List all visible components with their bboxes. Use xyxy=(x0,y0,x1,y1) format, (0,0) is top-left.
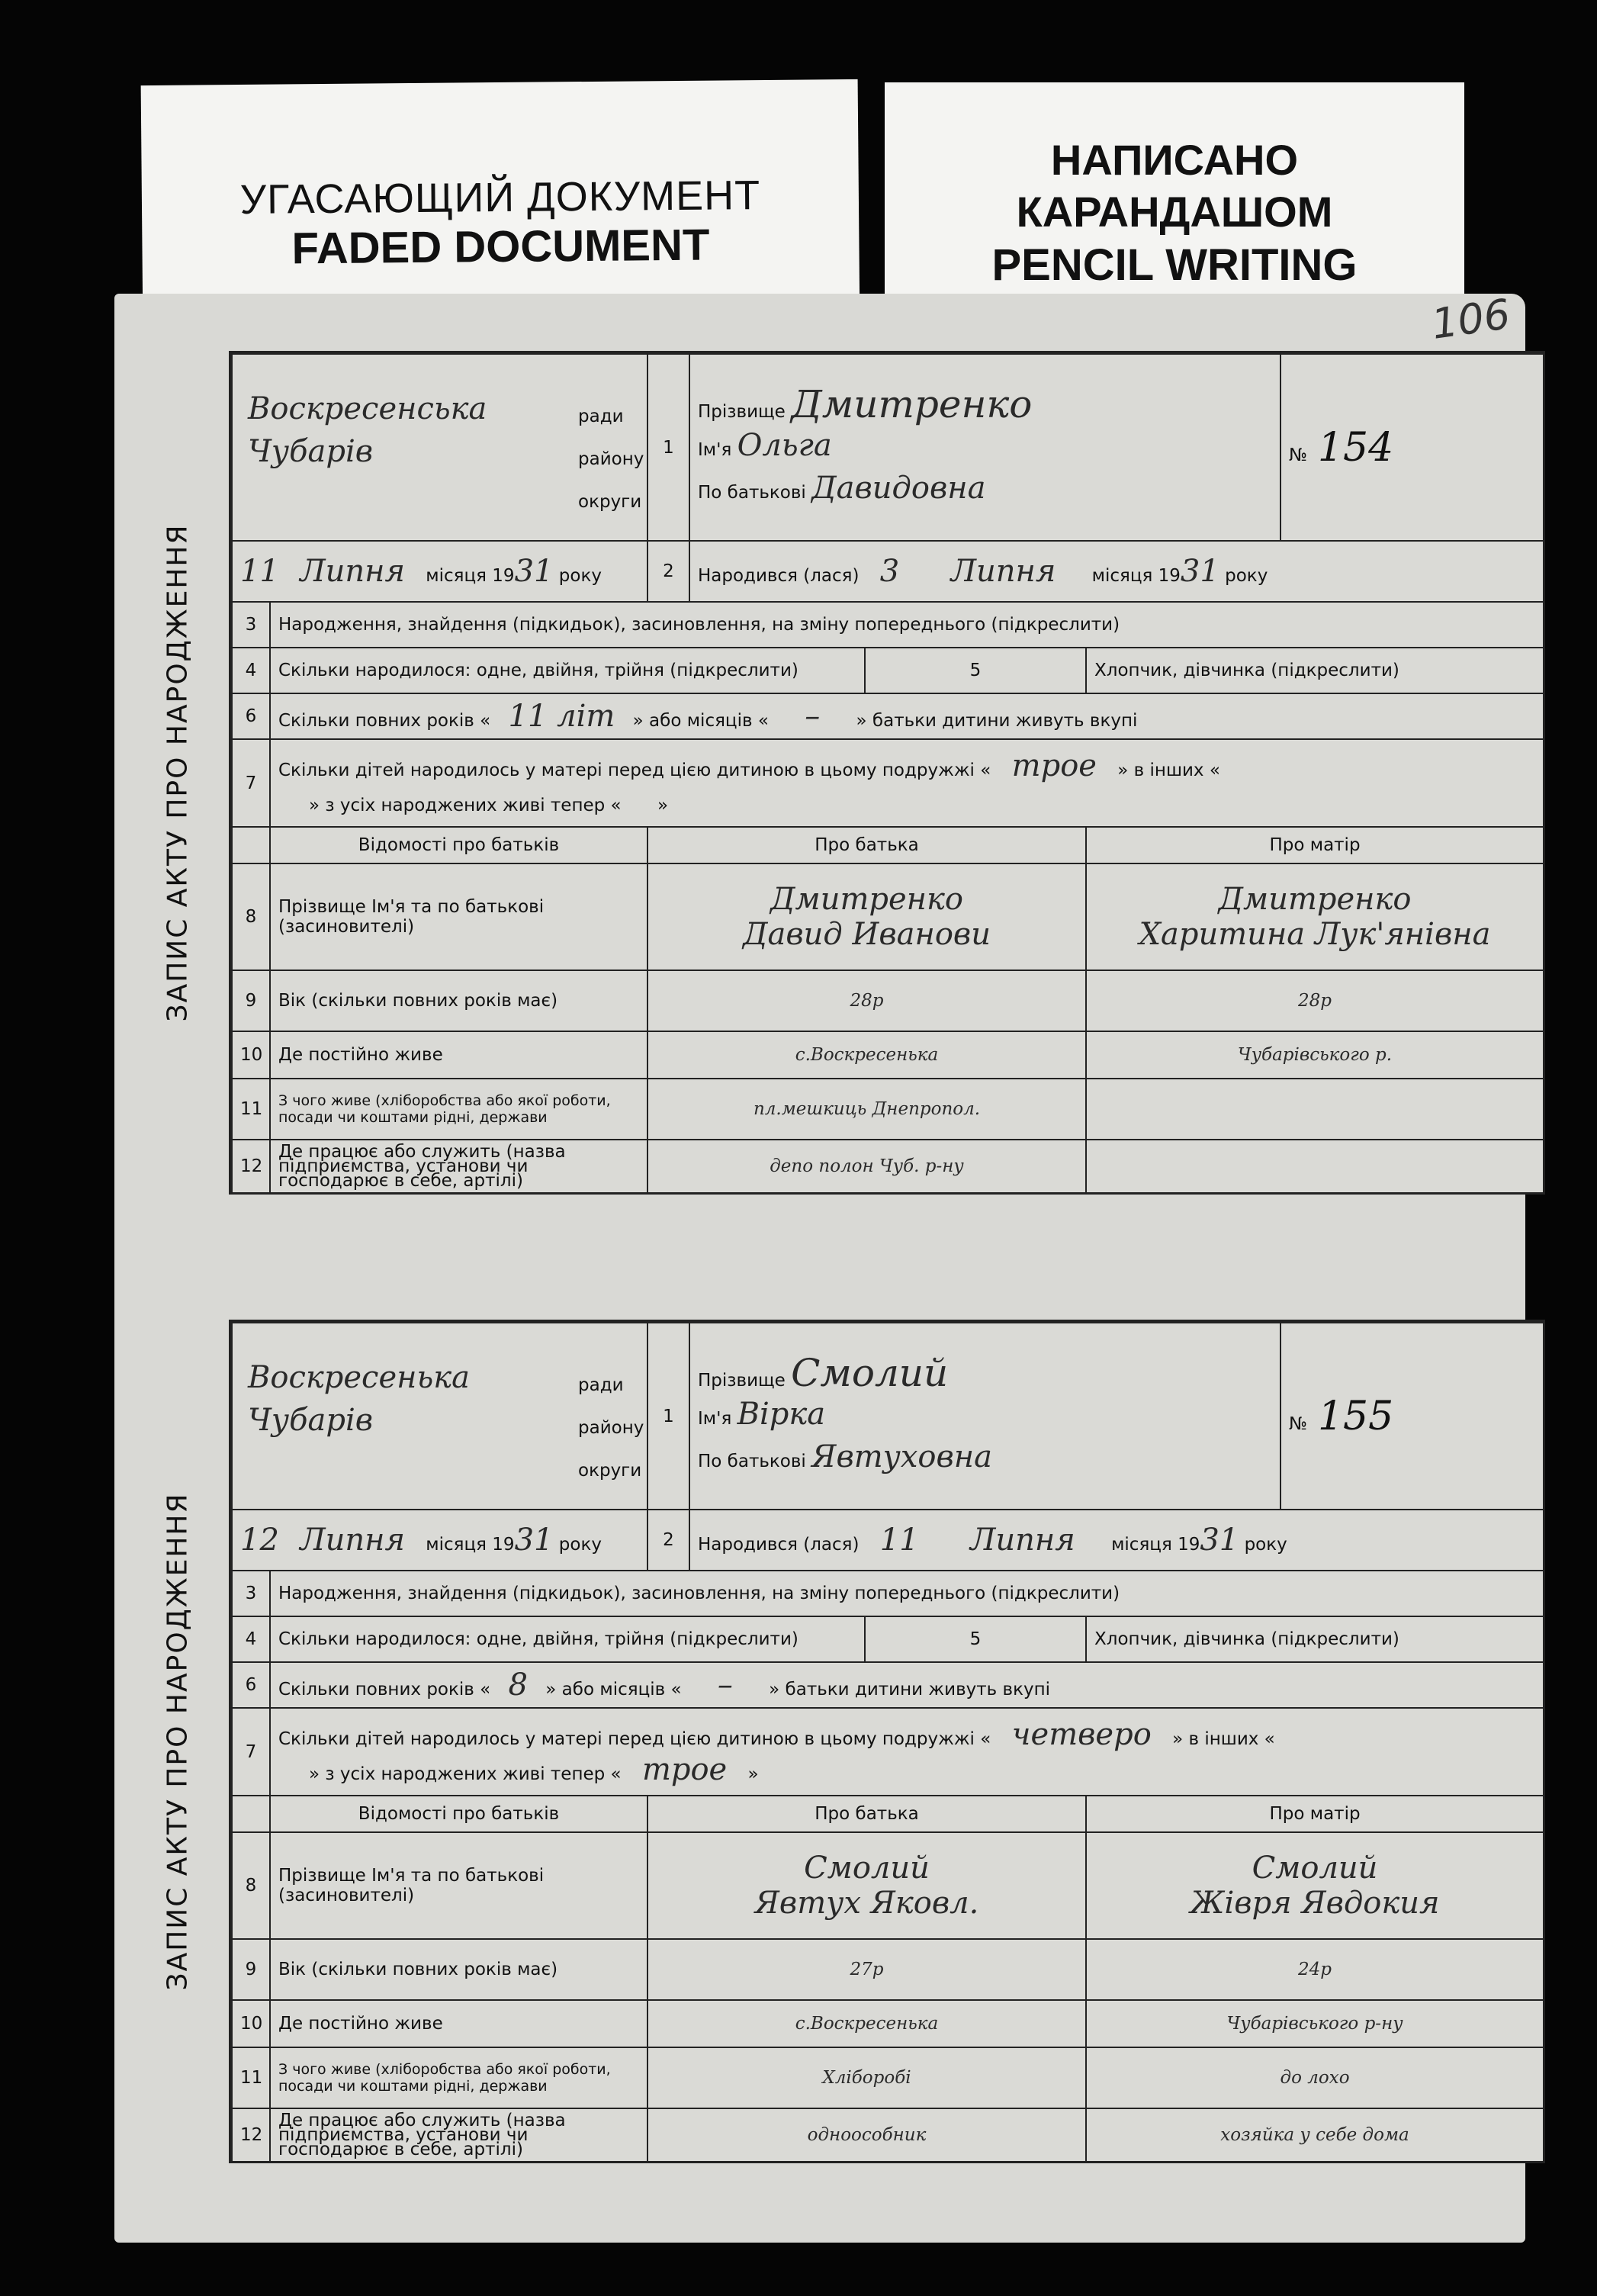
mother-livelihood xyxy=(1086,1079,1544,1140)
reg-year: 31 xyxy=(514,554,554,589)
row-7-label-b: » в інших « xyxy=(1172,1728,1275,1749)
faded-label-ru: УГАСАЮЩИЙ ДОКУМЕНТ xyxy=(239,172,761,223)
row-7-label-c: » з усіх народжених живі тепер « xyxy=(309,1764,622,1784)
row-4-text: Скільки народилося: одне, двійня, трійня (підкреслити) xyxy=(270,648,865,693)
birth-date xyxy=(689,541,1544,602)
row-number: 8 xyxy=(232,1832,270,1939)
name-label: Ім'я xyxy=(698,1408,732,1429)
father-age: 28р xyxy=(647,970,1086,1031)
number-label: № xyxy=(1289,445,1307,465)
raion-value: Чубарів xyxy=(248,433,374,469)
row-6 xyxy=(270,693,1544,739)
father-livelihood: Хліборобі xyxy=(647,2047,1086,2108)
patronymic-value: Явтуховна xyxy=(811,1439,992,1474)
birth-month: Липня xyxy=(970,1523,1075,1558)
raion-label: району xyxy=(578,1417,644,1438)
months-together: – xyxy=(805,699,821,734)
name-value: Вірка xyxy=(737,1396,826,1432)
pencil-writing-label xyxy=(885,82,1464,326)
reg-month: Липня xyxy=(300,1523,405,1558)
row-8-text: Прізвище Ім'я та по батькові (засиновителі) xyxy=(270,863,647,970)
row-10-text: Де постійно живе xyxy=(270,2000,647,2047)
row-4-text: Скільки народилося: одне, двійня, трійня (підкреслити) xyxy=(270,1616,865,1662)
mother-header: Про матір xyxy=(1086,827,1544,863)
months-together: – xyxy=(717,1667,733,1703)
side-title-text: ЗАПИС АКТУ ПРО НАРОДЖЕННЯ xyxy=(162,523,194,1022)
father-name: Явтух Яковл. xyxy=(754,1886,979,1921)
row-number: 5 xyxy=(865,1616,1086,1662)
name-cell xyxy=(689,1323,1280,1510)
row-3-text: Народження, знайдення (підкидьок), засиновлення, на зміну попереднього (підкреслити) xyxy=(270,602,1544,648)
rada-value: Воскресенська xyxy=(248,391,487,426)
row-number: 2 xyxy=(647,541,689,602)
row-7: Скільки дітей народилось у матері перед цією дитиною в цьому подружжі « четверо » в інших « » з усіх народжених живі тепер « трое » xyxy=(270,1708,1544,1796)
patronymic-label: По батькові xyxy=(698,1451,806,1471)
years-together: 11 літ xyxy=(508,699,615,734)
number-label: № xyxy=(1289,1413,1307,1434)
row-number: 3 xyxy=(232,1571,270,1616)
surname-label: Прізвище xyxy=(698,401,786,422)
row-11-text: З чого живе (хліборобства або якої роботи, посади чи коштами рідні, держави xyxy=(270,2047,647,2108)
row-number: 12 xyxy=(232,1140,270,1193)
surname-value: Смолий xyxy=(791,1350,949,1395)
birth-year: 31 xyxy=(1200,1523,1239,1558)
mother-work: хозяйка у себе дома xyxy=(1086,2108,1544,2162)
father-header: Про батька xyxy=(647,1796,1086,1832)
row-9-text: Вік (скільки повних років має) xyxy=(270,970,647,1031)
row-6-label-c: » батьки дитини живуть вкупі xyxy=(856,711,1138,731)
reg-year: 31 xyxy=(514,1523,554,1558)
mother-residence: Чубарівського р-ну xyxy=(1086,2000,1544,2047)
side-title xyxy=(140,353,216,1192)
month-label: місяця 19 xyxy=(426,1535,515,1555)
side-title-text: ЗАПИС АКТУ ПРО НАРОДЖЕННЯ xyxy=(162,1492,194,1991)
row-number: 11 xyxy=(232,2047,270,2108)
name-value: Ольга xyxy=(737,427,832,463)
row-6-label-b: » або місяців « xyxy=(545,1680,682,1699)
registration-date xyxy=(232,541,647,602)
place-cell xyxy=(232,1323,647,1510)
mother-header: Про матір xyxy=(1086,1796,1544,1832)
row-number: 12 xyxy=(232,2108,270,2162)
row-7: Скільки дітей народилось у матері перед цією дитиною в цьому подружжі « трое » в інших « » з усіх народжених живі тепер « » xyxy=(270,739,1544,827)
month-label: місяця 19 xyxy=(1091,566,1181,586)
surname-label: Прізвище xyxy=(698,1370,786,1391)
faded-document-label xyxy=(141,79,860,330)
pencil-label-en: PENCIL WRITING xyxy=(991,240,1358,290)
row-number: 9 xyxy=(232,970,270,1031)
registration-date xyxy=(232,1510,647,1571)
document-page xyxy=(114,290,1525,2243)
father-livelihood: пл.мешкиць Днепропол. xyxy=(647,1079,1086,1140)
father-age: 27р xyxy=(647,1939,1086,2000)
row-number: 6 xyxy=(232,693,270,739)
father-name-cell xyxy=(647,863,1086,970)
year-label: року xyxy=(558,1535,602,1555)
row-7-label-b: » в інших « xyxy=(1117,760,1220,780)
parents-info-header: Відомості про батьків xyxy=(270,1796,647,1832)
birth-day: 3 xyxy=(879,554,900,589)
surname-value: Дмитренко xyxy=(791,381,1033,426)
patronymic-label: По батькові xyxy=(698,482,806,503)
father-surname: Смолий xyxy=(804,1851,930,1886)
birth-year: 31 xyxy=(1180,554,1219,589)
row-5-text: Хлопчик, дівчинка (підкреслити) xyxy=(1086,1616,1544,1662)
father-header: Про батька xyxy=(647,827,1086,863)
row-number: 1 xyxy=(647,354,689,541)
row-6 xyxy=(270,1662,1544,1708)
okrug-label: округи xyxy=(578,1460,642,1481)
father-name-cell xyxy=(647,1832,1086,1939)
row-number: 7 xyxy=(232,1708,270,1796)
register-number-cell xyxy=(1280,354,1544,541)
reg-day: 12 xyxy=(240,1523,279,1558)
record-form xyxy=(231,353,1544,1194)
rada-label: ради xyxy=(578,406,624,426)
father-name: Давид Иванови xyxy=(743,917,991,952)
page-number: 106 xyxy=(1428,290,1513,349)
children-alive: трое xyxy=(641,1751,728,1787)
row-number: 8 xyxy=(232,863,270,970)
father-work: депо полон Чуб. р-ну xyxy=(647,1140,1086,1193)
row-8-text: Прізвище Ім'я та по батькові (засиновителі) xyxy=(270,1832,647,1939)
row-number: 7 xyxy=(232,739,270,827)
birth-record xyxy=(162,1320,1545,2163)
row-number: 10 xyxy=(232,2000,270,2047)
mother-name: Жівря Явдокия xyxy=(1190,1886,1440,1921)
row-number: 2 xyxy=(647,1510,689,1571)
register-number-cell xyxy=(1280,1323,1544,1510)
side-title xyxy=(140,1322,216,2161)
born-label: Народився (лася) xyxy=(698,566,860,586)
reg-month: Липня xyxy=(300,554,405,589)
parents-info-header: Відомості про батьків xyxy=(270,827,647,863)
year-label: року xyxy=(558,566,602,586)
birth-record xyxy=(162,351,1545,1195)
faded-label-en: FADED DOCUMENT xyxy=(291,220,710,274)
register-number: 154 xyxy=(1317,424,1394,471)
row-5-text: Хлопчик, дівчинка (підкреслити) xyxy=(1086,648,1544,693)
patronymic-value: Давидовна xyxy=(811,470,986,506)
row-9-text: Вік (скільки повних років має) xyxy=(270,1939,647,2000)
children-before: трое xyxy=(1011,748,1097,783)
row-10-text: Де постійно живе xyxy=(270,1031,647,1079)
row-12-text: Де працює або служить (назва підприємства, установи чи господарює в себе, артілі) xyxy=(270,1140,647,1193)
mother-surname: Смолий xyxy=(1252,1851,1378,1886)
row-number: 11 xyxy=(232,1079,270,1140)
year-label: року xyxy=(1225,566,1268,586)
row-6-label-a: Скільки повних років « xyxy=(278,1680,491,1699)
row-number: 5 xyxy=(865,648,1086,693)
row-number: 1 xyxy=(647,1323,689,1510)
row-7-label-a: Скільки дітей народилось у матері перед цією дитиною в цьому подружжі « xyxy=(278,1728,991,1749)
row-6-label-a: Скільки повних років « xyxy=(278,711,491,731)
pencil-label-ru-2: КАРАНДАШОМ xyxy=(1016,188,1333,236)
row-7-label-a: Скільки дітей народилось у матері перед цією дитиною в цьому подружжі « xyxy=(278,760,991,780)
born-label: Народився (лася) xyxy=(698,1535,860,1555)
row-number: 9 xyxy=(232,1939,270,2000)
place-cell xyxy=(232,354,647,541)
years-together: 8 xyxy=(508,1667,528,1703)
row-3-text: Народження, знайдення (підкидьок), засиновлення, на зміну попереднього (підкреслити) xyxy=(270,1571,1544,1616)
raion-value: Чубарів xyxy=(248,1402,374,1438)
row-number: 4 xyxy=(232,648,270,693)
mother-work xyxy=(1086,1140,1544,1193)
okrug-label: округи xyxy=(578,491,642,512)
row-7-label-c: » з усіх народжених живі тепер « xyxy=(309,795,622,815)
mother-name-cell xyxy=(1086,863,1544,970)
register-number: 155 xyxy=(1317,1393,1394,1439)
row-number: 10 xyxy=(232,1031,270,1079)
row-number: 3 xyxy=(232,602,270,648)
mother-residence: Чубарівського р. xyxy=(1086,1031,1544,1079)
rada-label: ради xyxy=(578,1375,624,1395)
row-12-text: Де працює або служить (назва підприємства, установи чи господарює в себе, артілі) xyxy=(270,2108,647,2162)
row-number: 6 xyxy=(232,1662,270,1708)
rada-value: Воскресенька xyxy=(248,1359,470,1395)
mother-livelihood: до лохо xyxy=(1086,2047,1544,2108)
father-residence: с.Воскресенька xyxy=(647,1031,1086,1079)
row-number: 4 xyxy=(232,1616,270,1662)
birth-day: 11 xyxy=(879,1523,919,1558)
mother-surname: Дмитренко xyxy=(1218,882,1412,917)
year-label: року xyxy=(1244,1535,1287,1555)
row-6-label-b: » або місяців « xyxy=(632,711,769,731)
record-form xyxy=(231,1322,1544,2163)
birth-month: Липня xyxy=(950,554,1056,589)
month-label: місяця 19 xyxy=(426,566,515,586)
father-work: одноособник xyxy=(647,2108,1086,2162)
month-label: місяця 19 xyxy=(1111,1535,1200,1555)
raion-label: району xyxy=(578,449,644,469)
father-surname: Дмитренко xyxy=(770,882,963,917)
mother-name: Харитина Лук'янівна xyxy=(1139,917,1491,952)
mother-name-cell xyxy=(1086,1832,1544,1939)
mother-age: 28р xyxy=(1086,970,1544,1031)
children-before: четверо xyxy=(1011,1716,1152,1752)
row-6-label-c: » батьки дитини живуть вкупі xyxy=(769,1680,1051,1699)
mother-age: 24р xyxy=(1086,1939,1544,2000)
father-residence: с.Воскресенька xyxy=(647,2000,1086,2047)
pencil-label-ru-1: НАПИСАНО xyxy=(1050,136,1299,184)
reg-day: 11 xyxy=(240,554,279,589)
birth-date xyxy=(689,1510,1544,1571)
name-label: Ім'я xyxy=(698,439,732,460)
row-11-text: З чого живе (хліборобства або якої роботи, посади чи коштами рідні, держави xyxy=(270,1079,647,1140)
name-cell xyxy=(689,354,1280,541)
